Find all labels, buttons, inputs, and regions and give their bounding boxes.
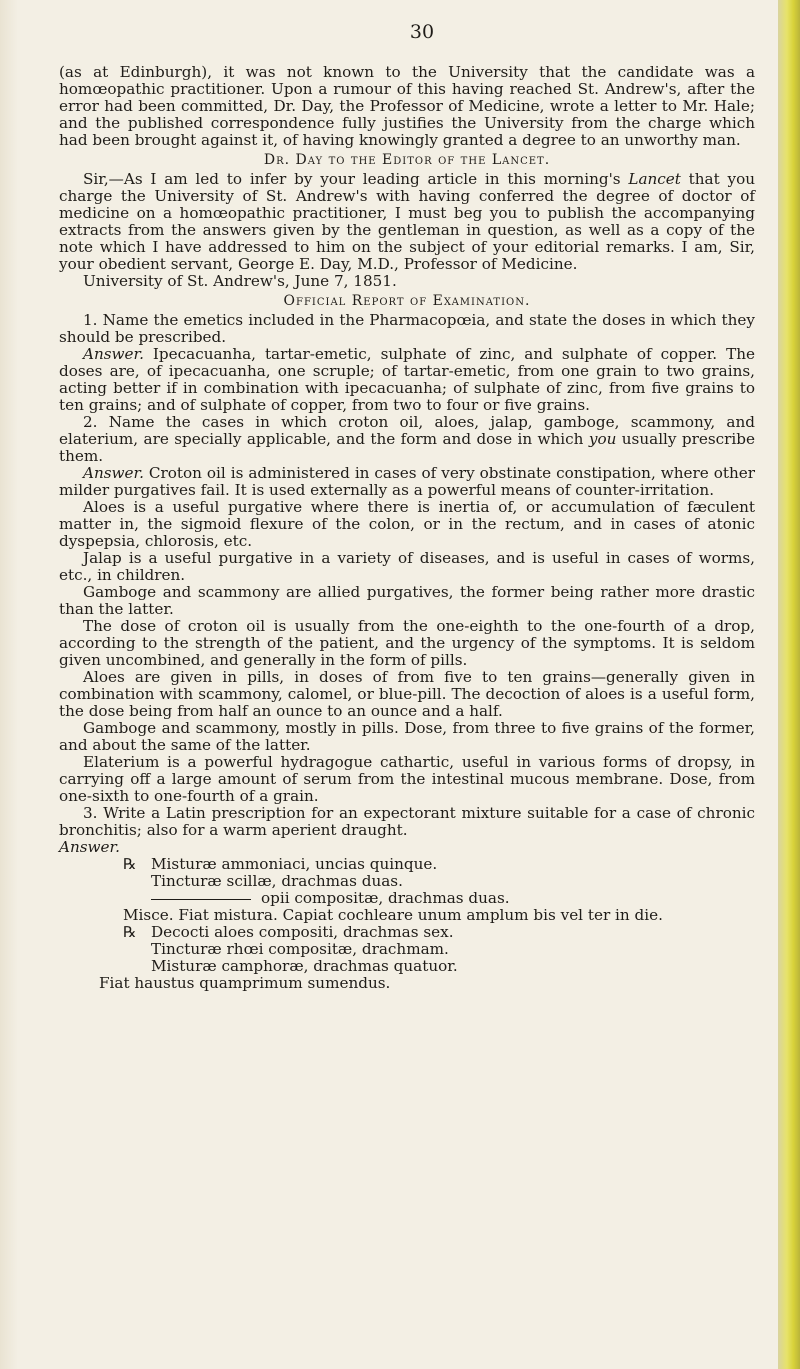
prescription-line: opii compositæ, drachmas duas. — [123, 890, 755, 907]
answer-2: Answer. Croton oil is administered in cases of very obstinate constipation, where other milder purgatives fail. It is used externally as a powerful means of counter-irritation. — [59, 464, 755, 499]
page-right-edge — [778, 0, 800, 1369]
letter-heading: Dr. Day to the Editor of the Lancet. — [263, 152, 551, 168]
page-left-margin — [0, 0, 18, 1369]
prescription-line: ℞ Decocti aloes compositi, drachmas sex. — [123, 923, 454, 941]
prescription-line: Fiat haustus quamprimum sumendus. — [99, 974, 391, 992]
question-3: 3. Write a Latin prescription for an expectorant mixture suitable for a case of chronic bronchitis; also for a warm aperient draught. — [59, 804, 755, 839]
prescription-line: ℞ Misturæ ammoniaci, uncias quinque. — [123, 855, 438, 873]
prescription-line: Misce. Fiat mistura. Capiat cochleare unum amplum bis vel ter in die. — [123, 906, 663, 924]
answer-2-aloes: Aloes is a useful purgative where there is inertia of, or accumulation of fæculent matter in, the sigmoid flexure of the colon, or in the rectum, and in cases of atonic dyspepsia, chlorosis, etc. — [59, 498, 755, 550]
letter-body: Sir,—As I am led to infer by your leading article in this morning's Lancet that you charge the University of St. Andrew's with having conferred the degree of doctor of medicine on a homœopathic practitioner, I must beg you to publish the accompanying extracts from the answers given by the gentleman in question, as well as a copy of the note which I have addressed to him on the subject of your editorial remarks. I am, Sir, your obedient servant, George E. Day, M.D., Professor of Medicine. — [59, 170, 756, 273]
prescription — [123, 856, 755, 975]
answer-1: Answer. Ipecacuanha, tartar-emetic, sulphate of zinc, and sulphate of copper. The doses are, of ipecacuanha, one scruple; of tartar-emetic, from one grain to two grains, acting better if in combination with ipecacuanha; of sulphate of zinc, from five grains to ten grains; and of sulphate of copper, from two to four or five grains. — [59, 345, 755, 414]
answer-2-croton-dose: The dose of croton oil is usually from the one-eighth to the one-fourth of a drop, according to the strength of the patient, and the urgency of the symptoms. It is seldom given uncombined, and generally in the form of pills. — [59, 617, 755, 669]
opening-paragraph: (as at Edinburgh), it was not known to the University that the candidate was a homœopathic practitioner. Upon a rumour of this having reached St. Andrew's, after the error had been committed, Dr. Day, the Professor of Medicine, wrote a letter to Mr. Hale; and the published correspondence fully justifies the University from the charge which had been brought against it, of having knowingly granted a degree to an unworthy man. — [59, 63, 755, 149]
document-page — [59, 0, 755, 992]
ditto-rule — [151, 899, 251, 900]
answer-3-label: Answer. — [59, 838, 120, 856]
report-heading: Official Report of Examination. — [283, 293, 531, 309]
answer-2-gamboge: Gamboge and scammony are allied purgatives, the former being rather more drastic than the latter. — [59, 583, 755, 618]
prescription-line: Misturæ camphoræ, drachmas quatuor. — [151, 957, 458, 975]
answer-2-aloes-dose: Aloes are given in pills, in doses of from five to ten grains—generally given in combination with scammony, calomel, or blue-pill. The decoction of aloes is a useful form, the dose being from half an ounce to an ounce and a half. — [59, 668, 755, 720]
answer-2-elaterium: Elaterium is a powerful hydragogue cathartic, useful in various forms of dropsy, in carrying off a large amount of serum from the intestinal mucous membrane. Dose, from one-sixth to one-fourth of a grain. — [59, 753, 755, 805]
answer-2-gamboge-dose: Gamboge and scammony, mostly in pills. Dose, from three to five grains of the former, and about the same of the latter. — [59, 719, 755, 754]
prescription-line: Tincturæ scillæ, drachmas duas. — [151, 872, 403, 890]
question-1: 1. Name the emetics included in the Pharmacopœia, and state the doses in which they should be prescribed. — [59, 311, 755, 346]
prescription-line: Tincturæ rhœi compositæ, drachmam. — [151, 940, 449, 958]
recipe-symbol: ℞ — [123, 923, 137, 941]
answer-2-jalap: Jalap is a useful purgative in a variety of diseases, and is useful in cases of worms, etc., in children. — [59, 549, 755, 584]
letter-dateline: University of St. Andrew's, June 7, 1851. — [83, 272, 397, 290]
question-2: 2. Name the cases in which croton oil, aloes, jalap, gamboge, scammony, and elaterium, are specially applicable, and the form and dose in which you usually prescribe them. — [59, 413, 755, 465]
recipe-symbol: ℞ — [123, 855, 137, 873]
page-number: 30 — [409, 21, 435, 43]
